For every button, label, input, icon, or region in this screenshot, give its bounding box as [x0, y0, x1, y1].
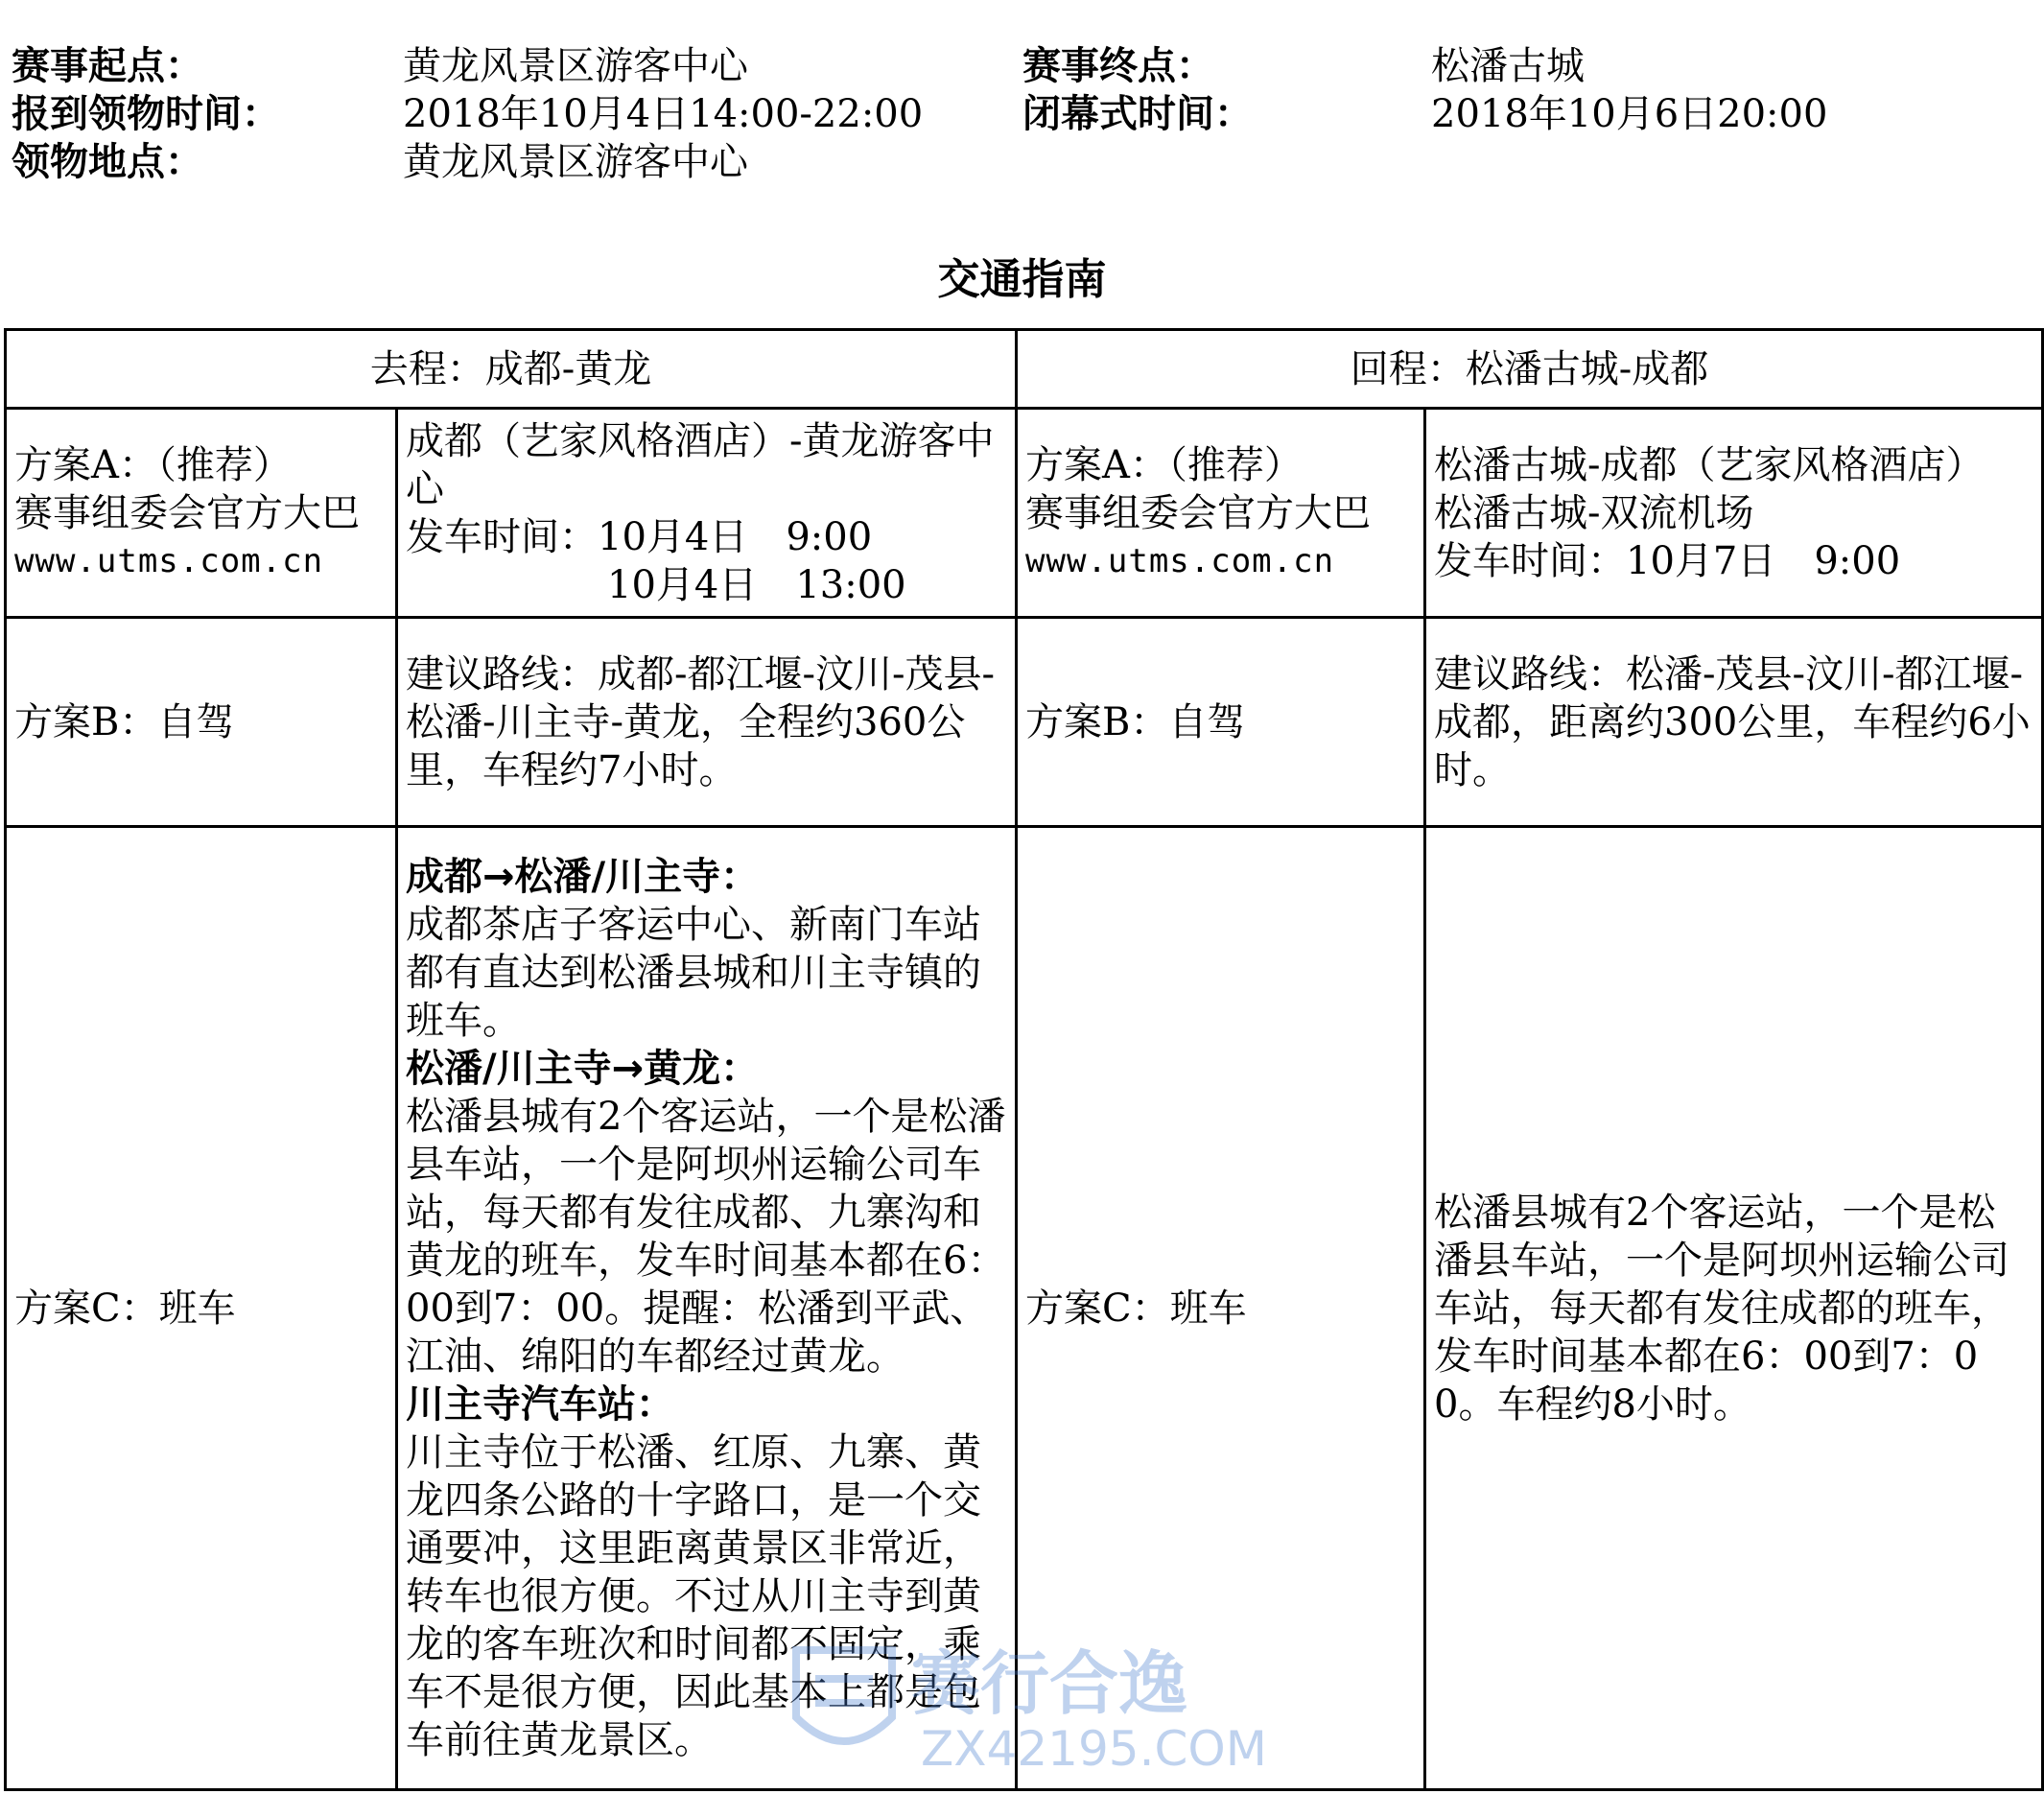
plan-a-ret-url[interactable]: www.utms.com.cn [1025, 541, 1335, 580]
plan-c-heading-2: 松潘/川主寺→黄龙： [406, 1046, 760, 1091]
watermark-logo [777, 1631, 1276, 1775]
plan-a-out-route: 成都（艺家风格酒店）-黄龙游客中心 [406, 418, 995, 511]
plan-a-ret-title: 方案A：（推荐） [1025, 442, 1303, 487]
closing-value: 2018年10月6日20:00 [1431, 92, 1828, 136]
plan-c-heading-1: 成都→松潘/川主寺： [406, 854, 760, 899]
plan-a-ret-desc: 赛事组委会官方大巴 [1025, 490, 1372, 535]
end-value: 松潘古城 [1431, 44, 1585, 88]
transport-table [4, 328, 2044, 1791]
plan-c-para-2: 松潘县城有2个客运站，一个是松潘县车站，一个是阿坝州运输公司车站，每天都有发往成都、九寨沟和黄龙的班车，发车时间基本都在6：00到7：00。提醒：松潘到平武、江油、绵阳的车都经过黄龙。 [406, 1094, 1006, 1379]
return-header: 回程：松潘古城-成都 [1017, 330, 2043, 409]
plan-b-ret-text: 建议路线：松潘-茂县-汶川-都江堰-成都，距离约300公里，车程约6小时。 [1425, 618, 2043, 827]
start-label: 赛事起点： [12, 44, 203, 88]
start-value: 黄龙风景区游客中心 [403, 44, 748, 88]
pickup-value: 黄龙风景区游客中心 [403, 140, 748, 184]
plan-a-ret-detail-cell [1425, 409, 2043, 618]
pickup-label: 领物地点： [12, 140, 203, 184]
plan-c-ret-label: 方案C：班车 [1017, 827, 1425, 1790]
plan-a-url[interactable]: www.utms.com.cn [14, 541, 324, 580]
section-title: 交通指南 [937, 255, 1107, 304]
end-label: 赛事终点： [1022, 44, 1214, 88]
plan-a-row [6, 409, 2043, 618]
plan-c-para-3: 川主寺位于松潘、红原、九寨、黄龙四条公路的十字路口，是一个交通要冲，这里距离黄景区非常近，转车也很方便。不过从川主寺到黄龙的客车班次和时间都不固定，乘车不是很方便，因此基本上都是包车前往黄龙景区。 [406, 1429, 981, 1762]
closing-label: 闭幕式时间： [1022, 92, 1253, 136]
plan-a-out-detail-cell [397, 409, 1017, 618]
plan-c-ret-text: 松潘县城有2个客运站，一个是松潘县车站，一个是阿坝州运输公司车站，每天都有发往成都的班车，发车时间基本都在6：00到7：00。车程约8小时。 [1425, 827, 2043, 1790]
plan-c-out-label: 方案C：班车 [6, 827, 397, 1790]
plan-b-out-label: 方案B：自驾 [6, 618, 397, 827]
header-row [6, 330, 2043, 409]
plan-a-out-time2: 10月4日 13:00 [607, 562, 906, 607]
plan-b-row [6, 618, 2043, 827]
plan-a-ret-label-cell [1017, 409, 1425, 618]
svg-text:赛行合逸: 赛行合逸 [911, 1643, 1188, 1724]
plan-c-heading-3: 川主寺汽车站： [406, 1381, 674, 1427]
plan-a-ret-route2: 松潘古城-双流机场 [1434, 490, 1754, 535]
plan-a-ret-time: 发车时间：10月7日 9:00 [1434, 538, 1901, 583]
plan-c-para-1: 成都茶店子客运中心、新南门车站都有直达到松潘县城和川主寺镇的班车。 [406, 902, 981, 1043]
plan-a-out-label-cell [6, 409, 397, 618]
checkin-value: 2018年10月4日14:00-22:00 [403, 92, 924, 136]
plan-a-ret-route1: 松潘古城-成都（艺家风格酒店） [1434, 442, 1985, 487]
plan-b-out-text: 建议路线：成都-都江堰-汶川-茂县-松潘-川主寺-黄龙，全程约360公里，车程约7小时。 [397, 618, 1017, 827]
plan-a-title: 方案A：（推荐） [14, 442, 292, 487]
svg-text:ZX42195.COM: ZX42195.COM [921, 1721, 1267, 1775]
outbound-header: 去程：成都-黄龙 [6, 330, 1017, 409]
checkin-label: 报到领物时间： [12, 92, 280, 136]
plan-a-out-time: 发车时间：10月4日 9:00 [406, 514, 873, 559]
plan-a-desc: 赛事组委会官方大巴 [14, 490, 360, 535]
plan-b-ret-label: 方案B：自驾 [1017, 618, 1425, 827]
